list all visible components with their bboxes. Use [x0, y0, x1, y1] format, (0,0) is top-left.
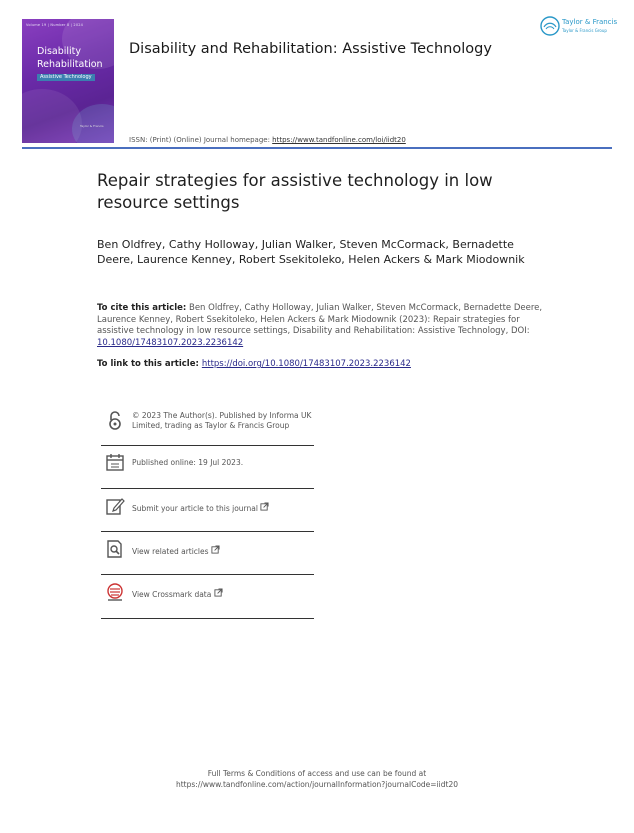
related-articles-label: View related articles [132, 547, 209, 556]
crossmark-icon [105, 582, 125, 602]
external-link-icon [260, 502, 269, 511]
article-link-row [97, 359, 547, 369]
article-link-label: To link to this article: [97, 359, 202, 369]
footer-terms-text: Full Terms & Conditions of access and use can be found at [207, 769, 427, 778]
publisher-logo-tagline: Taylor & Francis Group [562, 28, 607, 33]
article-authors: Ben Oldfrey, Cathy Holloway, Julian Walker, Steven McCormack, Bernadette Deere, Laurence Kenney, Robert Ssekitoleko, Helen Ackers & Mark Miodownik [97, 238, 525, 266]
open-access-notice [101, 411, 314, 446]
footer-terms-url[interactable]: https://www.tandfonline.com/action/journalInformation?journalCode=iidt20 [175, 780, 458, 789]
info-divider [101, 574, 314, 575]
published-date-item [101, 452, 314, 489]
issn-text: ISSN: (Print) (Online) Journal homepage: [129, 136, 273, 144]
doi-link[interactable]: 10.1080/17483107.2023.2236142 [97, 337, 244, 348]
cover-subtitle: Assistive Technology [37, 74, 95, 81]
crossmark-link[interactable] [132, 588, 316, 600]
info-divider [101, 488, 314, 489]
crossmark-label: View Crossmark data [132, 590, 212, 599]
journal-name: Disability and Rehabilitation: Assistive Technology [129, 41, 492, 57]
related-articles-link[interactable] [132, 545, 316, 557]
info-divider [101, 445, 314, 446]
publisher-logo-icon [540, 16, 560, 36]
publisher-logo-brand: Taylor & Francis [562, 18, 618, 26]
cover-title-line1: Disability [37, 46, 82, 57]
search-document-icon [105, 539, 125, 559]
copyright-text: © 2023 The Author(s). Published by Informa UK Limited, trading as Taylor & Francis Group [132, 411, 312, 430]
journal-cover-image [22, 19, 114, 143]
submit-article-item[interactable] [101, 496, 314, 532]
issn-line [129, 136, 406, 144]
cover-title-line2: Rehabilitation [37, 59, 103, 70]
submit-article-link[interactable] [132, 502, 316, 514]
open-access-lock-icon [105, 411, 125, 431]
calendar-icon [105, 452, 125, 472]
cover-publisher: Taylor & Francis [80, 124, 104, 128]
info-divider [101, 531, 314, 532]
header-divider [22, 147, 612, 149]
article-doi-url-link[interactable]: https://doi.org/10.1080/17483107.2023.2236142 [201, 359, 411, 369]
publisher-logo[interactable] [540, 16, 618, 38]
journal-homepage-link[interactable]: https://www.tandfonline.com/loi/iidt20 [272, 136, 406, 144]
edit-icon [105, 496, 125, 516]
info-divider [101, 618, 314, 619]
crossmark-item[interactable] [101, 582, 314, 619]
citation-label: To cite this article: [97, 303, 187, 313]
citation-block [97, 303, 547, 349]
external-link-icon [211, 545, 220, 554]
published-date-text: Published online: 19 Jul 2023. [132, 458, 244, 467]
related-articles-item[interactable] [101, 539, 314, 575]
article-title: Repair strategies for assistive technology in low resource settings [97, 171, 493, 212]
footer [0, 768, 634, 790]
external-link-icon [214, 588, 223, 597]
citation-text: Ben Oldfrey, Cathy Holloway, Julian Walker, Steven McCormack, Bernadette Deere, Laurence Kenney, Robert Ssekitoleko, Helen Ackers & Mark Miodownik (2023): Repair strategies for assistive technology in low resource settings, Disability and Rehabilitation: Assistive Technology, DOI: [97, 303, 543, 336]
cover-volume-line: Volume 19 | Number 8 | 2024 [26, 23, 84, 27]
submit-article-label: Submit your article to this journal [132, 504, 258, 513]
